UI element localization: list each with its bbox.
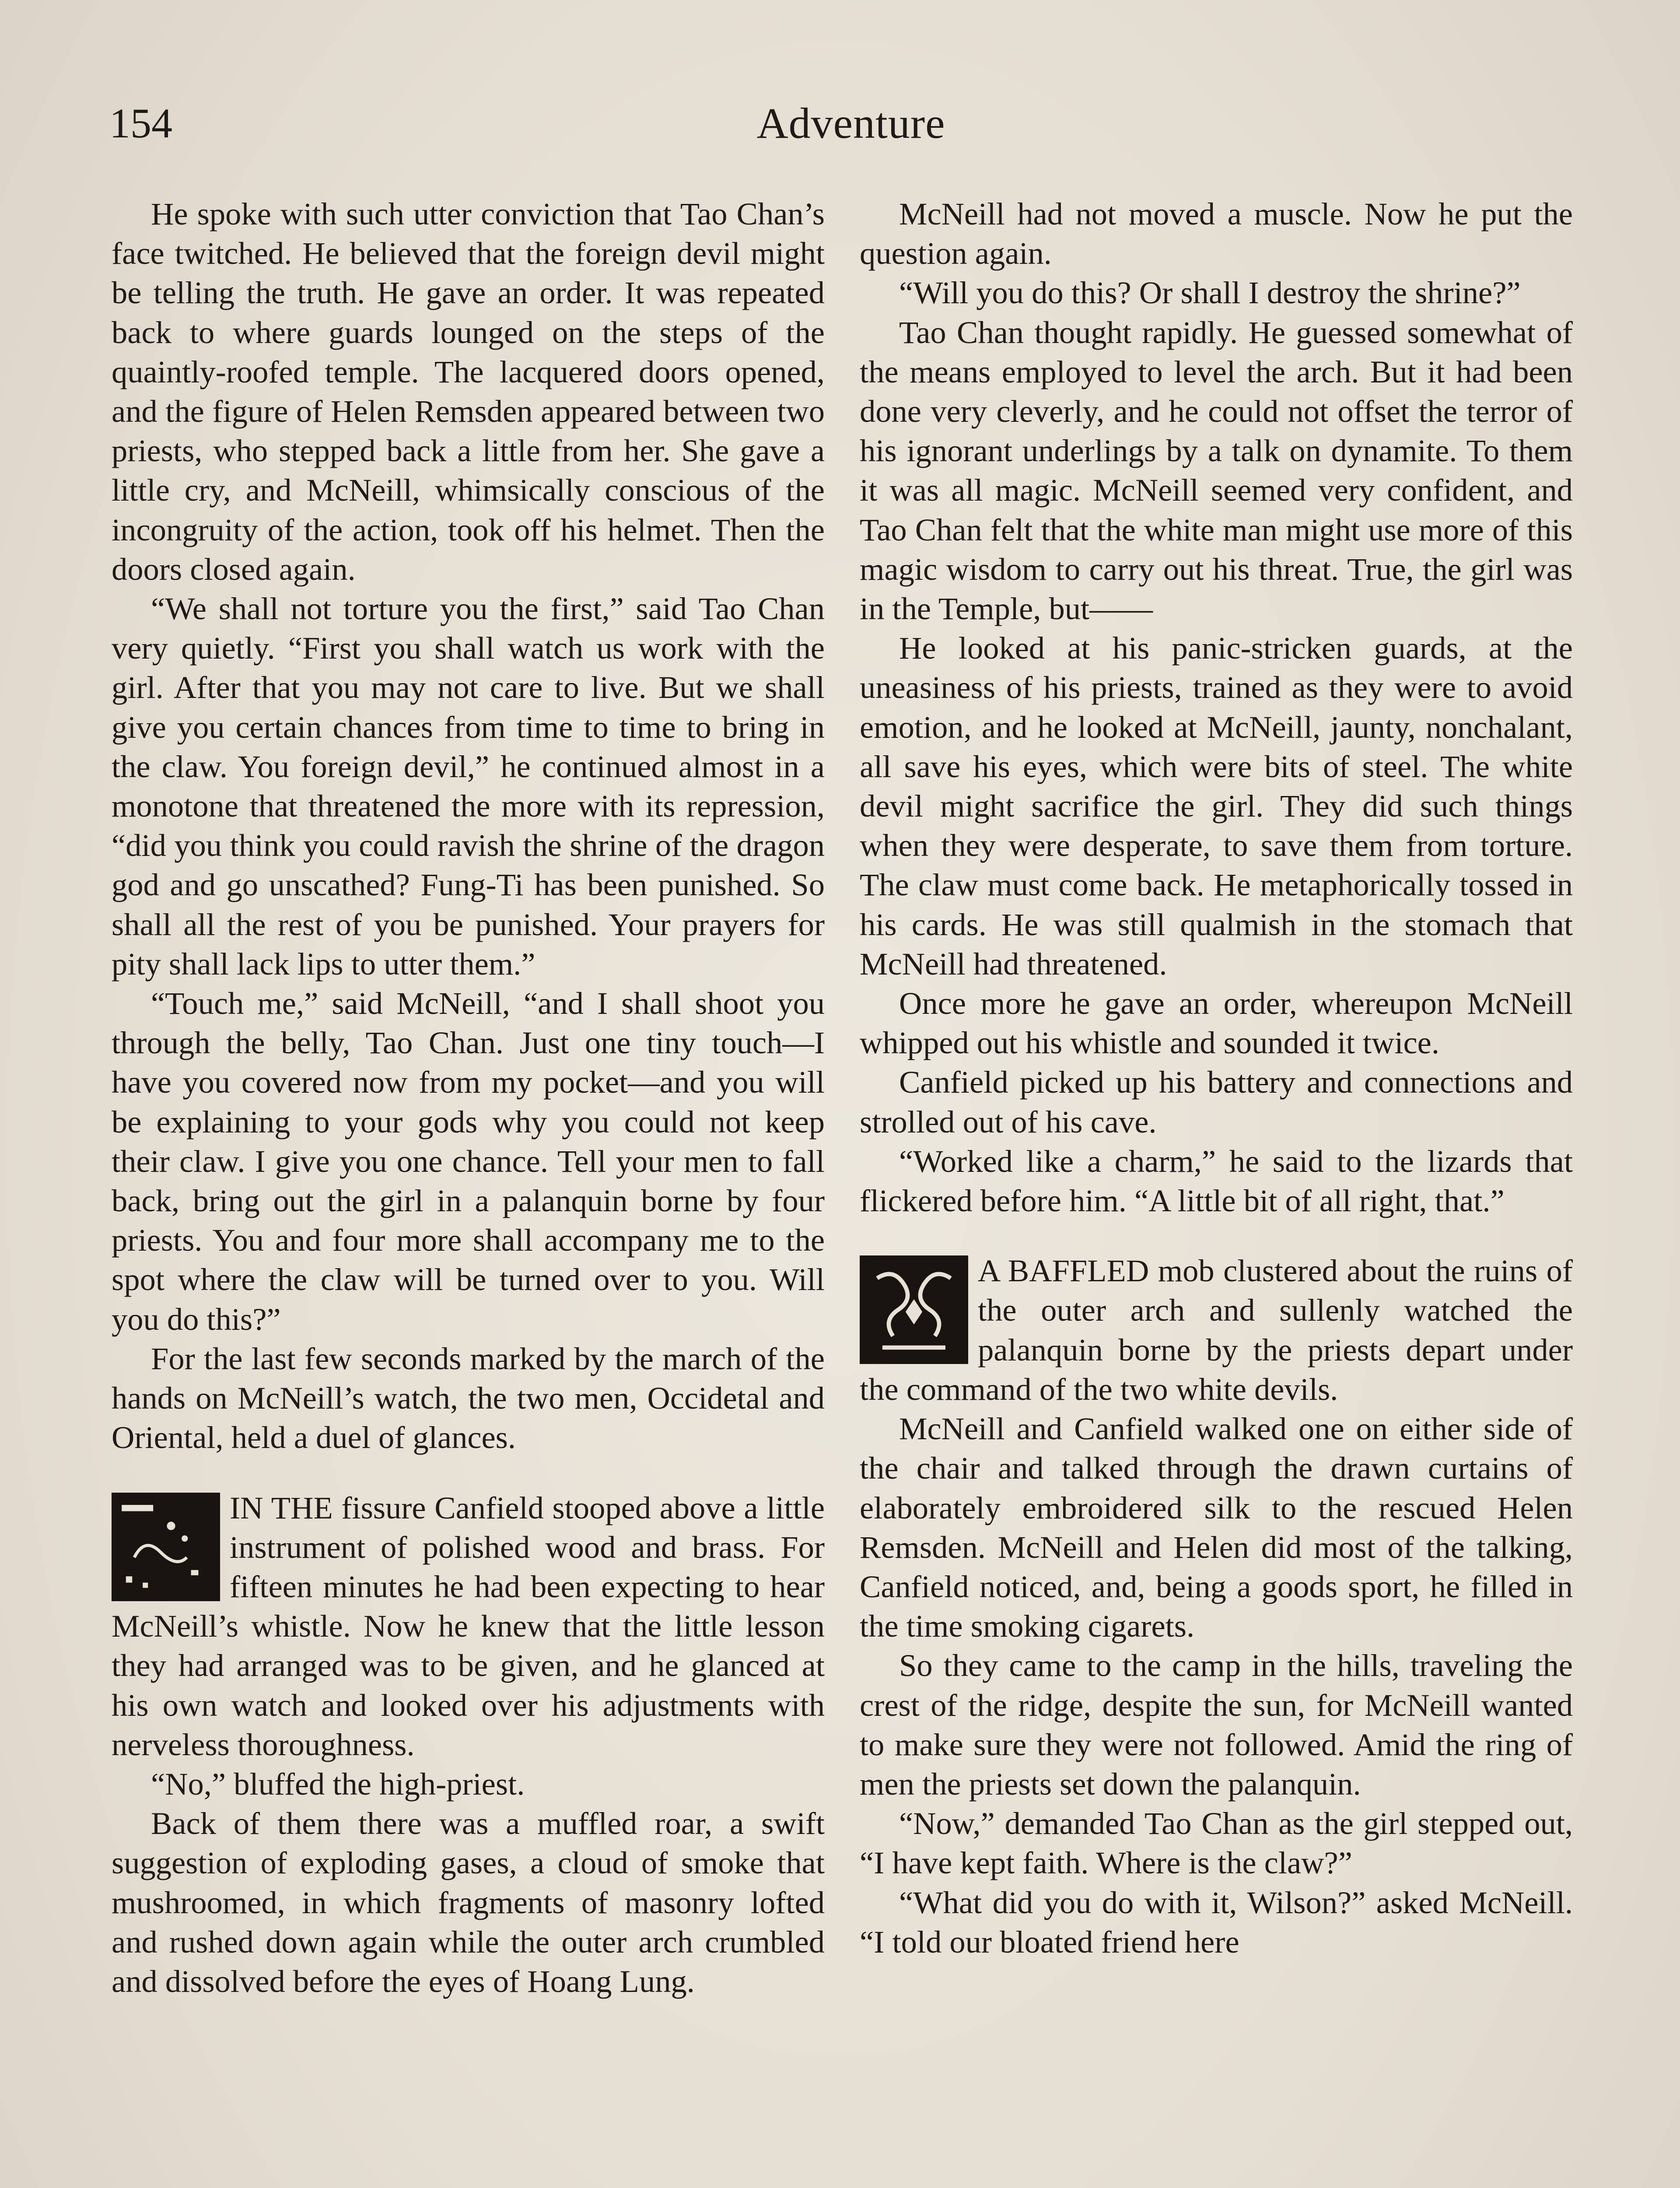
right-paragraph-4: He looked at his panic-stricken guards, at the uneasiness of his priests, trained as they were to avoid emotion, and he looked at McNeill, jaunty, nonchalant, all save his eyes, which were bits of steel. The white devil might sacrifice the girl. They did such things when they were desperate, to save them from torture. The claw must come back. He metaphorically tossed in his cards. He was still qualmish in the stomach that McNeill had threatened.: [860, 630, 1573, 982]
magazine-title: Adventure: [756, 99, 945, 147]
right-paragraph-5: Once more he gave an order, whereupon McNeill whipped out his whistle and sounded it twice.: [860, 985, 1573, 1061]
right-section-opening-text: A BAFFLED mob clustered about the ruins of the outer arch and sullenly watched the palanquin borne by the priests depart under the command of the two white devils.: [860, 1253, 1573, 1407]
right-paragraph-9: McNeill and Canfield walked one on either side of the chair and talked through the drawn curtains of elaborately embroidered silk to the rescued Helen Remsden. McNeill and Helen did most of the talking, Canfield noticed, and, being a goods sport, he filled in the time smoking cigarets.: [860, 1411, 1573, 1644]
right-paragraph-1: McNeill had not moved a muscle. Now he put the question again.: [860, 196, 1573, 271]
dropcap-ornament-icon: [113, 1494, 218, 1599]
page-number: 154: [109, 100, 172, 147]
right-paragraph-10: So they came to the camp in the hills, traveling the crest of the ridge, despite the sun, for McNeill wanted to make sure they were not followed. Amid the ring of men the priests set down the palanquin.: [860, 1648, 1573, 1802]
dropcap-ornament-right: [860, 1255, 968, 1364]
left-section-opening-text: IN THE fissure Canfield stooped above a little instrument of polished wood and brass. For fifteen minutes he had been expecting to hear McNeill’s whistle. Now he knew that the little lesson they had arranged was to be given, and he glanced at his own watch and looked over his adjustments with nerveless thoroughness.: [112, 1490, 825, 1762]
right-section-opening-paragraph: [860, 1251, 1573, 1409]
left-column: [112, 194, 825, 2001]
dropcap-ornament: [112, 1493, 220, 1601]
right-paragraph-3: Tao Chan thought rapidly. He guessed somewhat of the means employed to level the arch. But it had been done very cleverly, and he could not offset the terror of his ignorant underlings by a talk on dynamite. To them it was all magic. McNeill seemed very confident, and Tao Chan felt that the white man might use more of this magic wisdom to carry out his threat. True, the girl was in the Temple, but——: [860, 314, 1573, 627]
page-header: [109, 97, 1592, 158]
left-paragraph-1: He spoke with such utter conviction that Tao Chan’s face twitched. He believed that the foreign devil might be telling the truth. He gave an order. It was repeated back to where guards lounged on the steps of the quaintly-roofed temple. The lacquered doors opened, and the figure of Helen Remsden appeared between two priests, who stepped back a little from her. She gave a little cry, and McNeill, whimsically conscious of the incongruity of the action, took off his helmet. Then the doors closed again.: [112, 196, 825, 587]
dropcap-ornament-right-icon: [861, 1257, 966, 1362]
right-column: [860, 194, 1573, 1962]
right-paragraph-7: “Worked like a charm,” he said to the lizards that flickered before him. “A little bit of all right, that.”: [860, 1143, 1573, 1219]
right-paragraph-6: Canfield picked up his battery and connections and strolled out of his cave.: [860, 1064, 1573, 1140]
left-paragraph-6: “No,” bluffed the high-priest.: [151, 1766, 525, 1802]
left-paragraph-4: For the last few seconds marked by the march of the hands on McNeill’s watch, the two men, Occidetal and Oriental, held a duel of glances.: [112, 1340, 825, 1455]
left-paragraph-7: Back of them there was a muffled roar, a swift suggestion of exploding gases, a cloud of smoke that mushroomed, in which fragments of masonry lofted and rushed down again while the outer arch crumbled and dissolved before the eyes of Hoang Lung.: [112, 1806, 825, 1999]
left-paragraph-3: “Touch me,” said McNeill, “and I shall shoot you through the belly, Tao Chan. Just one tiny touch—I have you covered now from my pocket—and you will be explaining to your gods why you could not keep their claw. I give you one chance. Tell your men to fall back, bring out the girl in a palanquin borne by four priests. You and four more shall accompany me to the spot where the claw will be turned over to you. Will you do this?”: [112, 985, 825, 1337]
left-section-opening-paragraph: [112, 1488, 825, 1764]
right-paragraph-11: “Now,” demanded Tao Chan as the girl stepped out, “I have kept faith. Where is the claw?”: [860, 1806, 1573, 1881]
right-paragraph-2: “Will you do this? Or shall I destroy the shrine?”: [899, 275, 1521, 311]
left-paragraph-2: “We shall not torture you the first,” said Tao Chan very quietly. “First you shall watch us work with the girl. After that you may not care to live. But we shall give you certain chances from time to time to bring in the claw. You foreign devil,” he continued almost in a monotone that threatened the more with its repression, “did you think you could ravish the shrine of the dragon god and go unscathed? Fung-Ti has been punished. So shall all the rest of you be punished. Your prayers for pity shall lack lips to utter them.”: [112, 591, 825, 982]
right-paragraph-12: “What did you do with it, Wilson?” asked McNeill. “I told our bloated friend here: [860, 1884, 1573, 1960]
